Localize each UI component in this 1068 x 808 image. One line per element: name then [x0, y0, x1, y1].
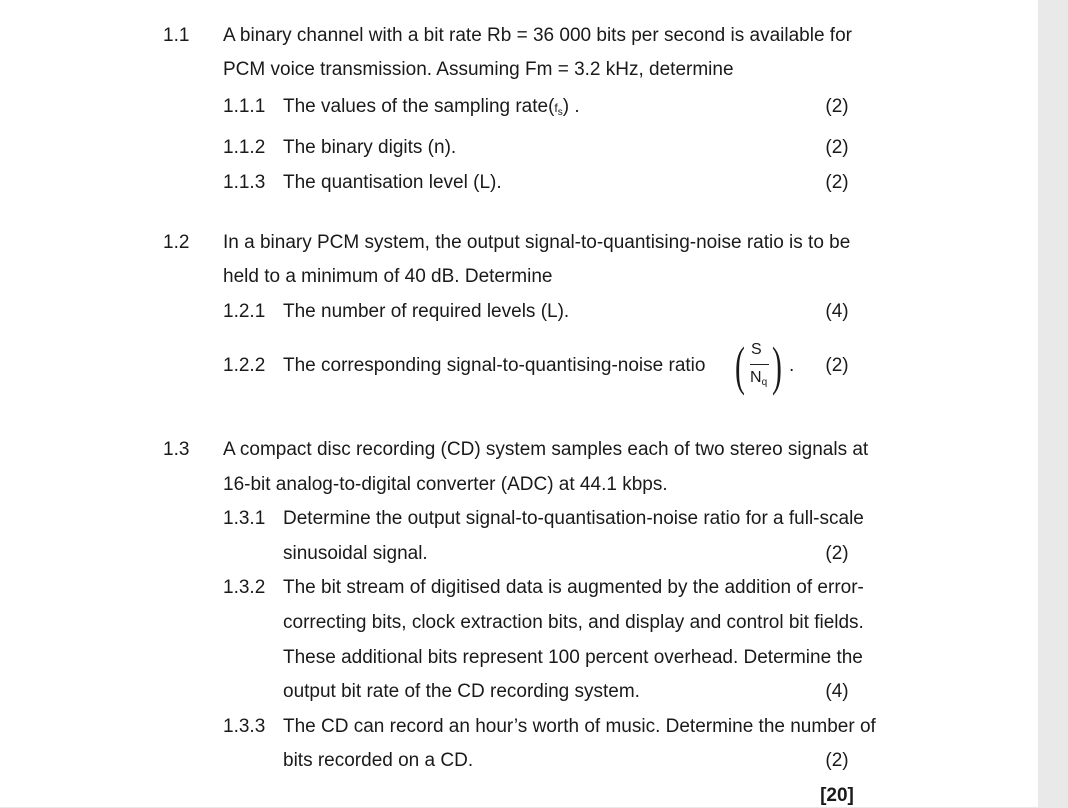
- right-paren: ): [772, 336, 782, 396]
- question-text: A binary channel with a bit rate Rb = 36 000 bits per second is available for: [223, 25, 852, 46]
- question-text: 16-bit analog-to-digital converter (ADC) at 44.1 kbps.: [223, 474, 668, 495]
- subquestion-text: bits recorded on a CD.: [283, 750, 474, 771]
- subquestion-number: 1.1.1: [223, 96, 266, 117]
- question-number: 1.1: [163, 25, 190, 46]
- subquestion-text: correcting bits, clock extraction bits, and display and control bit fields.: [283, 612, 864, 633]
- subquestion-number: 1.2.1: [223, 301, 266, 322]
- subquestion-text: The corresponding signal-to-quantising-noise ratio: [283, 355, 706, 376]
- question-number: 1.2: [163, 232, 190, 253]
- marks: (2): [825, 96, 849, 117]
- question-text: A compact disc recording (CD) system samples each of two stereo signals at: [223, 439, 869, 460]
- subquestion-text: The quantisation level (L).: [283, 172, 502, 193]
- snr-fraction: [737, 337, 783, 399]
- subquestion-text: The CD can record an hour’s worth of music. Determine the number of: [283, 716, 876, 737]
- subquestion-text: The binary digits (n).: [283, 137, 457, 158]
- subquestion-text: These additional bits represent 100 percent overhead. Determine the: [283, 647, 863, 668]
- fraction-bar: [750, 364, 769, 365]
- question-text: PCM voice transmission. Assuming Fm = 3.2 kHz, determine: [223, 59, 734, 80]
- subquestion-text: The bit stream of digitised data is augmented by the addition of error-: [283, 577, 864, 598]
- question-text: held to a minimum of 40 dB. Determine: [223, 266, 553, 287]
- subquestion-text: sinusoidal signal.: [283, 543, 428, 564]
- subquestion-number: 1.3.3: [223, 716, 266, 737]
- subquestion-number: 1.3.1: [223, 508, 266, 529]
- subquestion-number: 1.1.3: [223, 172, 266, 193]
- subquestion-number: 1.3.2: [223, 577, 266, 598]
- fraction-denominator: $N_q$: [750, 369, 768, 388]
- marks: (2): [825, 355, 849, 376]
- subquestion-number: 1.1.2: [223, 137, 266, 158]
- marks: (2): [825, 750, 849, 771]
- marks: (4): [825, 301, 849, 322]
- subquestion-number: 1.2.2: [223, 355, 266, 376]
- subquestion-text: The values of the sampling $rate(f_s)$ .: [283, 96, 580, 118]
- subquestion-text: output bit rate of the CD recording system.: [283, 681, 640, 702]
- subquestion-text: The number of required levels (L).: [283, 301, 570, 322]
- marks: (4): [825, 681, 849, 702]
- marks: (2): [825, 137, 849, 158]
- marks: (2): [825, 172, 849, 193]
- fraction-numerator: S: [751, 341, 762, 358]
- subquestion-text: Determine the output signal-to-quantisation-noise ratio for a full-scale: [283, 508, 864, 529]
- marks: (2): [825, 543, 849, 564]
- period: .: [789, 355, 795, 376]
- question-text: In a binary PCM system, the output signal-to-quantising-noise ratio is to be: [223, 232, 851, 253]
- question-number: 1.3: [163, 439, 190, 460]
- total-marks: [20]: [820, 785, 854, 806]
- left-paren: (: [735, 336, 745, 396]
